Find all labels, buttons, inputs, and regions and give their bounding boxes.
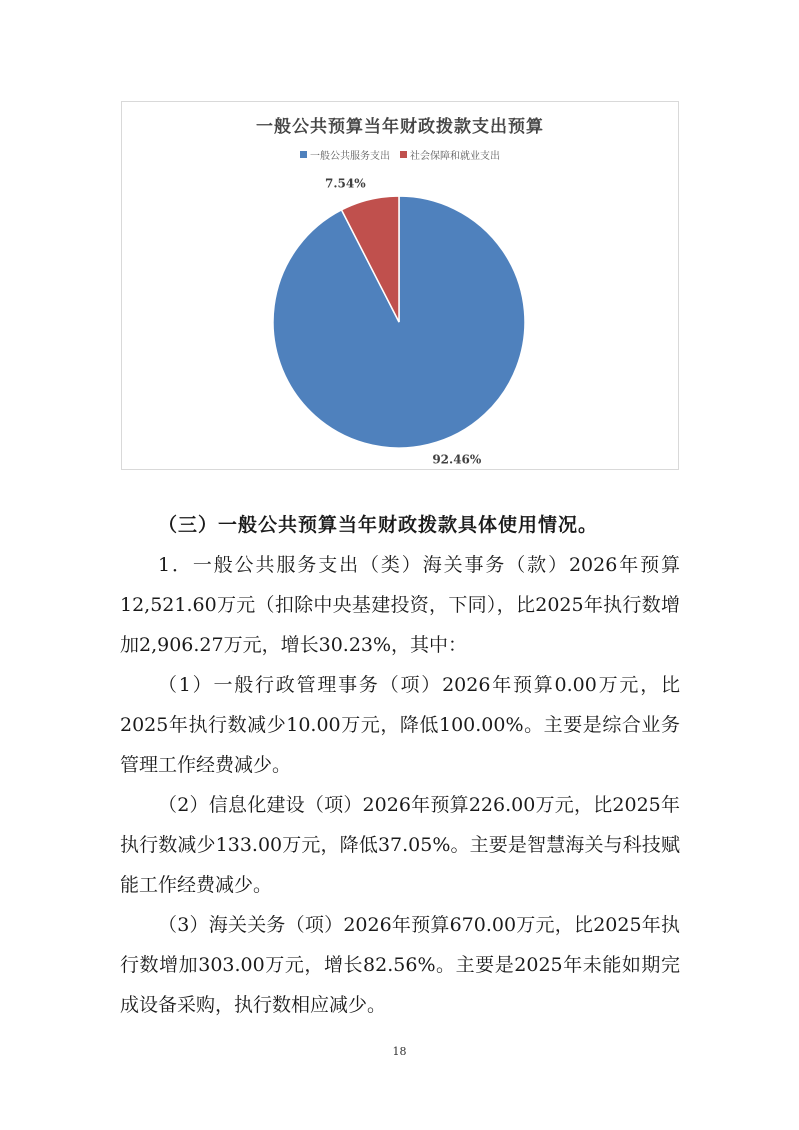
- section-heading: （三）一般公共预算当年财政拨款具体使用情况。: [158, 514, 599, 536]
- pie-chart-panel: [121, 101, 679, 470]
- legend-label-0: 一般公共服务支出: [310, 151, 390, 162]
- paragraph-3: （2）信息化建设（项）2026年预算226.00万元，比2025年执行数减少133.00万元，降低37.05%。主要是智慧海关与科技赋能工作经费减少。: [120, 794, 680, 896]
- page-number: 18: [392, 1045, 407, 1058]
- body-text: [120, 505, 680, 1025]
- paragraph-4: （3）海关关务（项）2026年预算670.00万元，比2025年执行数增加303.00万元，增长82.56%。主要是2025年未能如期完成设备采购，执行数相应减少。: [120, 914, 680, 1016]
- paragraph-2: （1）一般行政管理事务（项）2026年预算0.00万元，比2025年执行数减少10.00万元，降低100.00%。主要是综合业务管理工作经费减少。: [120, 674, 680, 776]
- pie-chart: [122, 102, 678, 469]
- pie-label-1: 7.54%: [325, 176, 366, 191]
- paragraph-1: 1．一般公共服务支出（类）海关事务（款）2026年预算12,521.60万元（扣除中央基建投资，下同），比2025年执行数增加2,906.27万元，增长30.23%，其中：: [120, 554, 680, 656]
- legend-label-1: 社会保障和就业支出: [410, 151, 500, 162]
- chart-title: 一般公共预算当年财政拨款支出预算: [256, 117, 544, 137]
- pie-label-0: 92.46%: [432, 452, 482, 467]
